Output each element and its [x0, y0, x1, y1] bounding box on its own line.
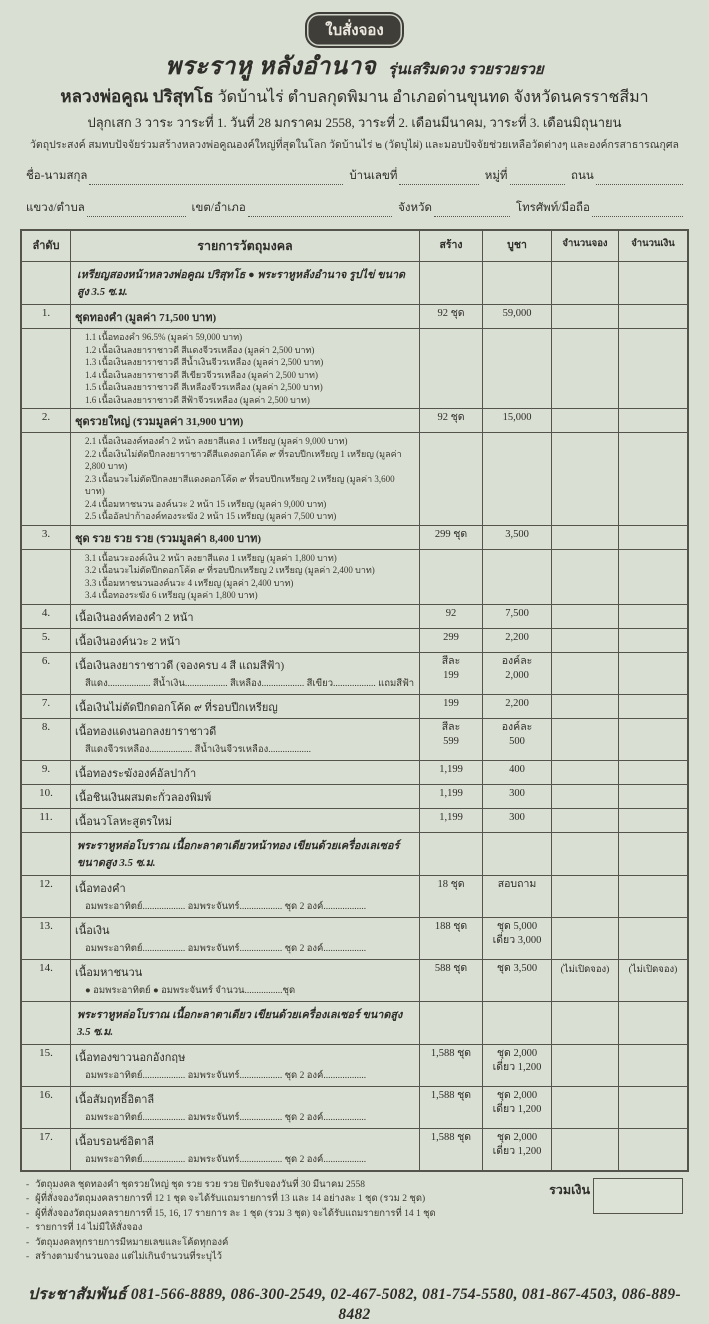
cell-price [483, 760, 552, 784]
cell-price [483, 628, 552, 652]
cell-made [420, 959, 483, 1001]
cell-order-qty[interactable] [552, 549, 619, 604]
cell-order-qty[interactable] [552, 694, 619, 718]
made-qty: 92 ชุด [437, 308, 465, 319]
cell-index: 1. [21, 305, 71, 329]
sub-item-line: 2.4 เนื้อมหาชนวน องค์นวะ 2 หน้า 15 เหรียญ (มูลค่า 9,000 บาท) [85, 498, 327, 509]
made-qty: สีละ [441, 655, 461, 667]
cell-item [71, 525, 420, 549]
sub-item-line: 3.1 เนื้อนวะองค์เงิน 2 หน้า ลงยาสีแดง 1 เหรียญ (มูลค่า 1,800 บาท) [85, 552, 337, 563]
cell-price [483, 262, 552, 305]
cell-order-qty[interactable] [552, 305, 619, 329]
cell-price [483, 808, 552, 832]
section-row [21, 1001, 688, 1044]
note-item: - ผู้ที่สั่งจองวัตถุมงคลรายการที่ 12 1 ชุด จะได้รับแถมรายการที่ 13 และ 14 อย่างละ 1 ชุด (รวม 2 ชุด) [26, 1192, 496, 1207]
cell-order-qty[interactable] [552, 262, 619, 305]
cell-amount[interactable] [619, 1128, 689, 1171]
cell-index [21, 832, 71, 875]
cell-item [71, 604, 420, 628]
col-header-index: ลำดับ [21, 230, 71, 262]
cell-order-qty[interactable] [552, 652, 619, 694]
item-description: ชุดทองคำ (มูลค่า 71,500 บาท) [75, 312, 217, 324]
subitems-row [21, 329, 688, 409]
cell-order-qty[interactable] [552, 604, 619, 628]
subitems-row [21, 433, 688, 526]
table-row [21, 305, 688, 329]
price-value-line2: เดี่ยว 3,000 [492, 934, 542, 946]
made-qty: 588 ชุด [434, 962, 468, 974]
cell-item [71, 1001, 420, 1044]
price-value: 400 [509, 763, 525, 775]
table-row [21, 1044, 688, 1086]
note-item: - สร้างตามจำนวนจอง แต่ไม่เกินจำนวนที่ระบุไว้ [26, 1250, 496, 1265]
item-description-line2: อมพระอาทิตย์.................. อมพระจันทร์.................. ชุด 2 องค์.................. [85, 943, 367, 954]
sub-item-line: 1.2 เนื้อเงินลงยาราชาวดี สีแดงจีวรเหลือง (มูลค่า 2,500 บาท) [85, 344, 315, 355]
made-qty: 18 ชุด [437, 878, 465, 890]
item-description: เนื้อทองระฆังองค์อัลปาก้า [75, 767, 197, 780]
item-description-line2: อมพระอาทิตย์.................. อมพระจันทร์.................. ชุด 2 องค์.................. [85, 1112, 367, 1123]
price-value: ชุด 2,000 [496, 1089, 538, 1101]
table-row [21, 959, 688, 1001]
cell-order-qty[interactable] [552, 433, 619, 526]
sub-item-line: 2.1 เนื้อเงินองค์ทองคำ 2 หน้า ลงยาสีแดง 1 เหรียญ (มูลค่า 9,000 บาท) [85, 436, 348, 446]
subdistrict-label: แขวง/ตำบล [26, 202, 85, 214]
cell-item [71, 875, 420, 917]
cell-amount[interactable] [619, 329, 689, 409]
customer-form [26, 167, 683, 217]
note-item: - ผู้ที่สั่งจองวัตถุมงคลรายการที่ 15, 16, 17 รายการ ละ 1 ชุด (รวม 3 ชุด) จะได้รับแถมรายการที่ 14 1 ชุด [26, 1207, 496, 1222]
made-qty: สีละ [441, 721, 461, 733]
price-value: ชุด 3,500 [496, 962, 538, 974]
item-description: เนื้อมหาชนวน [75, 966, 143, 979]
cell-index [21, 549, 71, 604]
cell-price [483, 875, 552, 917]
sub-item-line: 2.2 เนื้อเงินไม่ตัดปีกลงยาราชาวดีสีแดงดอกโค้ด ๙ ที่รอบปีกเหรียญ 1 เหรียญ (มูลค่า 2,800 บาท) [85, 448, 402, 471]
item-description: เนื้อเงินองค์นวะ 2 หน้า [75, 635, 181, 648]
item-description: เนื้อเงินลงยาราชาวดี (จองครบ 4 สี แถมสีฟ้า) [75, 659, 285, 672]
item-description: ชุด รวย รวย รวย (รวมมูลค่า 8,400 บาท) [75, 532, 262, 545]
cell-made [420, 808, 483, 832]
table-row [21, 652, 688, 694]
cell-price [483, 718, 552, 760]
cell-index: 8. [21, 718, 71, 760]
cell-price [483, 433, 552, 526]
ceremony-schedule: ปลุกเสก 3 วาระ วาระที่ 1. วันที่ 28 มกราคม 2558, วาระที่ 2. เดือนมีนาคม, วาระที่ 3. เดือนมิถุนายน [87, 115, 622, 130]
moo-label: หมู่ที่ [484, 170, 508, 182]
cell-price [483, 959, 552, 1001]
province-label: จังหวัด [398, 202, 432, 214]
cell-amount[interactable] [619, 1001, 689, 1044]
cell-item [71, 917, 420, 959]
table-row [21, 1086, 688, 1128]
table-row [21, 1128, 688, 1171]
cell-price [483, 784, 552, 808]
cell-price [483, 604, 552, 628]
made-qty-line2: 599 [443, 735, 459, 747]
col-header-amount: จำนวนเงิน [619, 230, 689, 262]
cell-order-qty[interactable] [552, 525, 619, 549]
phone-field[interactable] [592, 203, 683, 217]
section-title: พระราหูหล่อโบราณ เนื้อกะลาตาเดียวหน้าทอง เขียนด้วยเครื่องเลเซอร์ ขนาดสูง 3.5 ซ.ม. [77, 839, 400, 869]
cell-item [71, 784, 420, 808]
price-value: ชุด 5,000 [496, 920, 538, 932]
section-title: เหรียญสองหน้าหลวงพ่อคูณ ปริสุทโธ ● พระราหูหลังอำนาจ รูปไข่ ขนาดสูง 3.5 ซ.ม. [77, 269, 406, 298]
cell-amount[interactable] [619, 409, 689, 433]
cell-index: 4. [21, 604, 71, 628]
cell-index [21, 433, 71, 526]
form-row-1 [26, 167, 683, 185]
item-description: เนื้อนวโลหะสูตรใหม่ [75, 815, 173, 828]
price-value: ชุด 2,000 [496, 1131, 538, 1143]
cell-amount[interactable] [619, 433, 689, 526]
province-field[interactable] [434, 203, 510, 217]
cell-made [420, 760, 483, 784]
cell-amount[interactable] [619, 875, 689, 917]
price-value: 7,500 [505, 607, 529, 619]
cell-item [71, 959, 420, 1001]
order-form-badge: ใบสั่งจอง [307, 14, 401, 46]
road-label: ถนน [571, 170, 594, 182]
note-item: - วัตถุมงคลทุกรายการมีหมายเลขและโค้ดทุกองค์ [26, 1236, 496, 1251]
price-value: 300 [509, 787, 525, 799]
order-table-body [21, 262, 688, 1171]
name-label: ชื่อ-นามสกุล [26, 170, 88, 182]
footer-area [26, 1178, 683, 1324]
cell-order-qty[interactable] [552, 917, 619, 959]
made-qty: 1,199 [439, 763, 463, 775]
item-description: เนื้อบรอนซ์อิตาลี [75, 1135, 155, 1148]
subitems-row [21, 549, 688, 604]
table-row [21, 875, 688, 917]
cell-amount[interactable] [619, 718, 689, 760]
cell-item [71, 1086, 420, 1128]
table-row [21, 784, 688, 808]
cell-made [420, 1044, 483, 1086]
cell-item [71, 718, 420, 760]
cell-order-qty[interactable] [552, 832, 619, 875]
district-field[interactable] [248, 203, 392, 217]
cell-made [420, 1128, 483, 1171]
cell-index [21, 329, 71, 409]
table-row [21, 628, 688, 652]
cell-made [420, 917, 483, 959]
cell-amount[interactable] [619, 305, 689, 329]
made-qty: 1,588 ชุด [430, 1131, 472, 1143]
table-header-row [21, 230, 688, 262]
cell-index: 7. [21, 694, 71, 718]
cell-item [71, 262, 420, 305]
name-field[interactable] [89, 171, 343, 185]
sub-item-line: 1.6 เนื้อเงินลงยาราชาวดี สีฟ้าจีวรเหลือง (มูลค่า 2,500 บาท) [85, 394, 310, 405]
subtitle-line [0, 86, 709, 109]
cell-amount[interactable] [619, 760, 689, 784]
cell-made [420, 718, 483, 760]
cell-price [483, 832, 552, 875]
price-value: ชุด 2,000 [496, 1047, 538, 1059]
phone-label: โทรศัพท์/มือถือ [515, 202, 590, 214]
cell-amount[interactable] [619, 652, 689, 694]
cell-index: 13. [21, 917, 71, 959]
item-description: เนื้อทองขาวนอกอังกฤษ [75, 1051, 186, 1064]
cell-order-qty[interactable] [552, 718, 619, 760]
item-description: เนื้อสัมฤทธิ์อิตาลี [75, 1093, 155, 1106]
page-title: พระราหู หลังอำนาจ [165, 54, 377, 80]
price-value-line2: เดี่ยว 1,200 [492, 1145, 542, 1157]
cell-made [420, 875, 483, 917]
sub-item-line: 3.2 เนื้อนวะไม่ตัดปีกดอกโค้ด ๙ ที่รอบปีกเหรียญ 2 เหรียญ (มูลค่า 2,400 บาท) [85, 565, 375, 575]
cell-made [420, 433, 483, 526]
item-description-line2: ● อมพระอาทิตย์ ● อมพระจันทร์ จำนวน................ชุด [85, 985, 296, 996]
notes-list [26, 1178, 496, 1265]
cell-price [483, 652, 552, 694]
item-description-line2: อมพระอาทิตย์.................. อมพระจันทร์.................. ชุด 2 องค์.................. [85, 1154, 367, 1165]
cell-index: 12. [21, 875, 71, 917]
cell-price [483, 329, 552, 409]
table-row [21, 604, 688, 628]
cell-order-qty[interactable] [552, 628, 619, 652]
price-value: องค์ละ [501, 721, 533, 733]
table-row [21, 808, 688, 832]
cell-amount[interactable] [619, 784, 689, 808]
cell-amount[interactable]: (ไม่เปิดจอง) [619, 959, 689, 1001]
cell-made [420, 525, 483, 549]
item-description: เนื้อทองแดงนอกลงยาราชาวดี [75, 725, 217, 738]
cell-made [420, 784, 483, 808]
cell-made [420, 409, 483, 433]
cell-price [483, 1086, 552, 1128]
title-line [0, 54, 709, 83]
total-amount-box[interactable] [593, 1178, 683, 1214]
cell-index: 11. [21, 808, 71, 832]
item-description: เนื้อเงินไม่ตัดปีกดอกโค้ด ๙ ที่รอบปีกเหรียญ [75, 701, 278, 714]
subdistrict-field[interactable] [87, 203, 186, 217]
made-qty: 1,588 ชุด [430, 1089, 472, 1101]
form-row-2 [26, 199, 683, 217]
cell-amount[interactable] [619, 917, 689, 959]
made-qty: 188 ชุด [434, 920, 468, 932]
cell-order-qty[interactable] [552, 1001, 619, 1044]
cell-order-qty[interactable] [552, 784, 619, 808]
cell-amount[interactable] [619, 628, 689, 652]
cell-index: 17. [21, 1128, 71, 1171]
cell-price [483, 525, 552, 549]
made-qty: 299 ชุด [434, 528, 468, 540]
made-qty: 1,588 ชุด [430, 1047, 472, 1059]
district-label: เขต/อำเภอ [191, 202, 246, 214]
table-row [21, 917, 688, 959]
cell-made [420, 262, 483, 305]
cell-amount[interactable] [619, 604, 689, 628]
cell-order-qty[interactable] [552, 1086, 619, 1128]
table-row [21, 409, 688, 433]
price-value: สอบถาม [497, 878, 537, 890]
cell-price [483, 1128, 552, 1171]
table-row [21, 760, 688, 784]
cell-amount[interactable] [619, 549, 689, 604]
item-description-line2: อมพระอาทิตย์.................. อมพระจันทร์.................. ชุด 2 องค์.................. [85, 1070, 367, 1081]
price-value: 3,500 [505, 528, 529, 540]
item-description-line2: อมพระอาทิตย์.................. อมพระจันทร์.................. ชุด 2 องค์.................. [85, 901, 367, 912]
made-qty: 1,199 [439, 787, 463, 799]
cell-made [420, 549, 483, 604]
cell-index: 6. [21, 652, 71, 694]
cell-index: 15. [21, 1044, 71, 1086]
price-value: 15,000 [502, 412, 532, 423]
sub-item-line: 2.3 เนื้อนวะไม่ตัดปีกลงยาสีแดงดอกโค้ด ๙ ที่รอบปีกเหรียญ 2 เหรียญ (มูลค่า 3,600 บาท) [85, 473, 395, 496]
cell-item [71, 305, 420, 329]
made-qty: 92 [445, 607, 457, 619]
temple-location: วัดบ้านไร่ ตำบลกุดพิมาน อำเภอด่านขุนทด จังหวัดนครราชสีมา [217, 89, 649, 106]
made-qty: 199 [443, 697, 459, 709]
moo-field[interactable] [510, 171, 566, 185]
price-value-line2: 2,000 [505, 669, 529, 681]
cell-made [420, 1086, 483, 1128]
price-value-line2: เดี่ยว 1,200 [492, 1061, 542, 1073]
house-no-field[interactable] [399, 171, 478, 185]
cell-amount[interactable] [619, 808, 689, 832]
cell-amount[interactable] [619, 1086, 689, 1128]
sub-item-line: 3.4 เนื้อทองระฆัง 6 เหรียญ (มูลค่า 1,800 บาท) [85, 590, 258, 600]
sub-item-line: 1.1 เนื้อทองคำ 96.5% (มูลค่า 59,000 บาท) [85, 332, 243, 342]
col-header-price: บูชา [483, 230, 552, 262]
cell-price [483, 1044, 552, 1086]
cell-order-qty[interactable] [552, 1044, 619, 1086]
section-title: พระราหูหล่อโบราณ เนื้อกะลาตาเดียว เขียนด้วยเครื่องเลเซอร์ ขนาดสูง 3.5 ซ.ม. [77, 1008, 403, 1038]
total-label: รวมเงิน [549, 1182, 590, 1197]
cell-item [71, 409, 420, 433]
road-field[interactable] [596, 171, 683, 185]
cell-made [420, 329, 483, 409]
badge-wrap [0, 0, 709, 46]
note-item: - วัตถุมงคล ชุดทองคำ ชุดรวยใหญ่ ชุด รวย รวย รวย ปิดรับจองวันที่ 30 มีนาคม 2558 [26, 1178, 496, 1193]
cell-index: 9. [21, 760, 71, 784]
section-row [21, 832, 688, 875]
cell-price [483, 694, 552, 718]
cell-price [483, 409, 552, 433]
cell-item [71, 549, 420, 604]
note-item: - รายการที่ 14 ไม่มีให้สั่งจอง [26, 1221, 496, 1236]
made-qty-line2: 199 [443, 669, 459, 681]
price-value: 2,200 [505, 631, 529, 643]
cell-item [71, 832, 420, 875]
cell-made [420, 1001, 483, 1044]
cell-index: 14. [21, 959, 71, 1001]
cell-order-qty[interactable] [552, 329, 619, 409]
sub-item-line: 1.3 เนื้อเงินลงยาราชาวดี สีน้ำเงินจีวรเหลือง (มูลค่า 2,500 บาท) [85, 357, 324, 367]
made-qty: 1,199 [439, 811, 463, 823]
item-description: เนื้อทองคำ [75, 882, 126, 895]
cell-item [71, 329, 420, 409]
cell-index: 5. [21, 628, 71, 652]
cell-item [71, 652, 420, 694]
cell-amount[interactable] [619, 1044, 689, 1086]
cell-index: 16. [21, 1086, 71, 1128]
made-qty: 299 [443, 631, 459, 643]
cell-index: 3. [21, 525, 71, 549]
contact-phones: ประชาสัมพันธ์ 081-566-8889, 086-300-2549, 02-467-5082, 081-754-5580, 081-867-4503, 086-889-8482 [28, 1285, 681, 1323]
cell-order-qty[interactable] [552, 760, 619, 784]
price-value: องค์ละ [501, 655, 533, 667]
cell-order-qty[interactable] [552, 808, 619, 832]
table-row [21, 525, 688, 549]
price-value: 59,000 [502, 308, 532, 319]
sub-item-line: 1.4 เนื้อเงินลงยาราชาวดี สีเขียวจีวรเหลือง (มูลค่า 2,500 บาท) [85, 369, 318, 380]
purpose-statement: วัตถุประสงค์ สมทบปัจจัยร่วมสร้างหลวงพ่อคูณองค์ใหญ่ที่สุดในโลก วัดบ้านไร่ ๒ (วัดบุไผ่) และมอบปัจจัยช่วยเหลือวัดต่างๆ และองค์กรสาธารณกุศล [30, 140, 679, 151]
cell-price [483, 1001, 552, 1044]
price-value-line2: เดี่ยว 1,200 [492, 1103, 542, 1115]
sub-item-line: 1.5 เนื้อเงินลงยาราชาวดี สีเหลืองจีวรเหลือง (มูลค่า 2,500 บาท) [85, 382, 323, 392]
cell-made [420, 652, 483, 694]
cell-amount[interactable] [619, 832, 689, 875]
cell-made [420, 604, 483, 628]
order-table [20, 229, 689, 1172]
item-description: เนื้อชินเงินผสมตะกั่วลองพิมพ์ [75, 791, 212, 804]
item-description: เนื้อเงิน [75, 924, 110, 937]
cell-amount[interactable] [619, 262, 689, 305]
cell-price [483, 917, 552, 959]
col-header-order-qty: จำนวนจอง [552, 230, 619, 262]
cell-made [420, 694, 483, 718]
price-value-line2: 500 [509, 735, 525, 747]
cell-order-qty[interactable]: (ไม่เปิดจอง) [552, 959, 619, 1001]
cell-index [21, 262, 71, 305]
cell-item [71, 760, 420, 784]
cell-item [71, 433, 420, 526]
cell-amount[interactable] [619, 525, 689, 549]
price-value: 2,200 [505, 697, 529, 709]
price-value: 300 [509, 811, 525, 823]
item-description-line2: สีแดงจีวรเหลือง.................. สีน้ำเงินจีวรเหลือง.................. [85, 744, 311, 755]
sub-item-line: 2.5 เนื้ออัลปาก้าองค์ทองระฆัง 2 หน้า 15 เหรียญ (มูลค่า 7,500 บาท) [85, 511, 337, 521]
table-row [21, 718, 688, 760]
cell-item [71, 1044, 420, 1086]
col-header-made: สร้าง [420, 230, 483, 262]
cell-made [420, 832, 483, 875]
house-no-label: บ้านเลขที่ [349, 170, 398, 182]
section-row [21, 262, 688, 305]
cell-made [420, 628, 483, 652]
cell-price [483, 305, 552, 329]
sub-item-line: 3.3 เนื้อมหาชนวนองค์นวะ 4 เหรียญ (มูลค่า 2,400 บาท) [85, 577, 294, 588]
cell-order-qty[interactable] [552, 409, 619, 433]
item-description: ชุดรวยใหญ่ (รวมมูลค่า 31,900 บาท) [75, 416, 244, 428]
item-description: เนื้อเงินองค์ทองคำ 2 หน้า [75, 611, 194, 624]
cell-index [21, 1001, 71, 1044]
cell-amount[interactable] [619, 694, 689, 718]
cell-made [420, 305, 483, 329]
cell-item [71, 628, 420, 652]
page-title-edition: รุ่นเสริมดวง รวยรวยรวย [388, 62, 544, 78]
table-row [21, 694, 688, 718]
total-row [549, 1178, 683, 1214]
col-header-item: รายการวัตถุมงคล [71, 230, 420, 262]
cell-index: 2. [21, 409, 71, 433]
made-qty: 92 ชุด [437, 412, 465, 423]
monk-name: หลวงพ่อคูณ ปริสุทโธ [60, 87, 214, 106]
cell-price [483, 549, 552, 604]
cell-index: 10. [21, 784, 71, 808]
item-description-line2: สีแดง.................. สีน้ำเงิน.................. สีเหลือง.................. สีเขียว.................. แถมสีฟ้า [85, 678, 415, 689]
cell-item [71, 1128, 420, 1171]
cell-order-qty[interactable] [552, 1128, 619, 1171]
cell-item [71, 694, 420, 718]
cell-item [71, 808, 420, 832]
cell-order-qty[interactable] [552, 875, 619, 917]
